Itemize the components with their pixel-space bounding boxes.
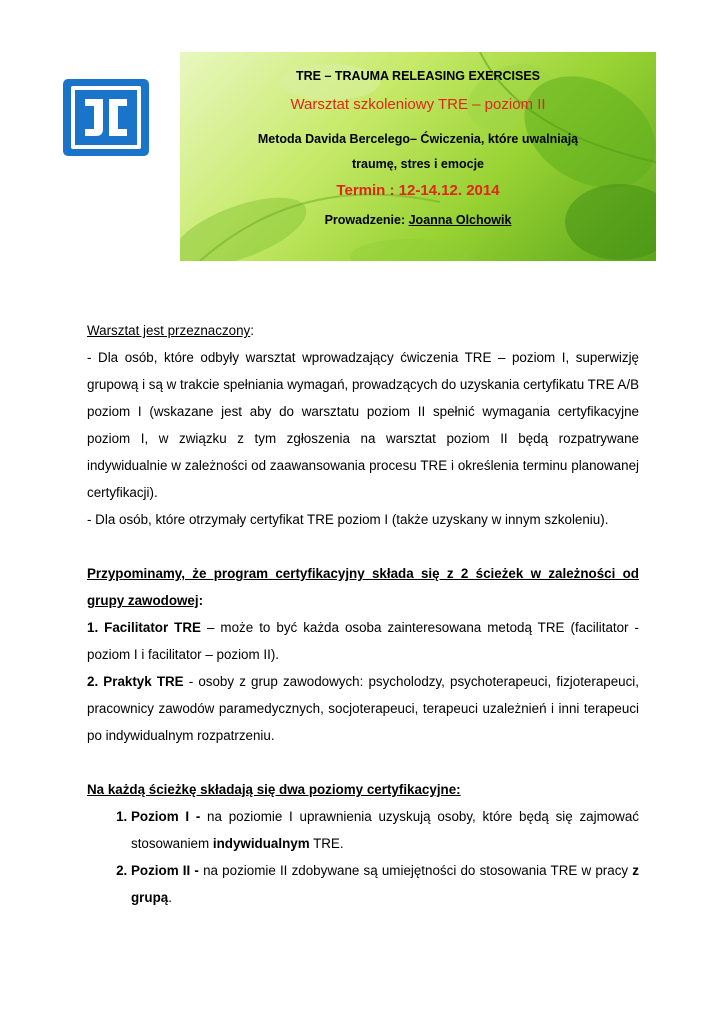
section1-heading-line (87, 317, 639, 344)
jc-logo-icon (63, 79, 149, 156)
item2-text: - osoby z grup zawodowych: psycholodzy, psychoterapeuci, fizjoterapeuci, pracownicy zawodów paramedycznych, socjoterapeuci, terapeuci uzależnień i inni terapeuci po indywidualnym rozpatrzeniu. (87, 674, 639, 743)
level1-text: na poziomie I uprawnienia uzyskują osoby, które będą się zajmować stosowaniem (131, 809, 639, 851)
list-item (131, 803, 639, 857)
level1-label: Poziom I - (131, 809, 201, 824)
level1-text-after: TRE. (309, 836, 344, 851)
banner-date: Termin : 12-14.12. 2014 (336, 182, 500, 199)
section2-heading-suffix: : (198, 593, 204, 608)
section3-heading-line (87, 776, 639, 803)
section2-heading: Przypominamy, że program certyfikacyjny składa się z 2 ścieżek w zależności od grupy zawodowej (87, 566, 639, 608)
section1-heading-suffix: : (250, 323, 254, 338)
section2-item2 (87, 668, 639, 749)
section1-para1: - Dla osób, które odbyły warsztat wprowadzający ćwiczenia TRE – poziom I, superwizję grupową i są w trakcie spełniania wymagań, prowadzących do uzyskania certyfikatu TRE A/B poziom I (wskazane jest aby do warsztatu poziom II spełnić wymagania certyfikacyjne poziom I, w związku z tym zgłoszenia na warsztat poziom II będą rozpatrywane indywidualnie w zależności od zaawansowania procesu TRE i określenia terminu planowanej certyfikacji). (87, 350, 640, 500)
document-body (87, 317, 639, 911)
list-item (131, 857, 639, 911)
level1-bold: indywidualnym (212, 836, 310, 851)
instructor-name: Joanna Olchowik (408, 213, 512, 227)
header-banner (180, 52, 656, 261)
instructor-label: Prowadzenie: (324, 213, 409, 227)
level2-bold: z grupą (131, 863, 639, 905)
section1-para2: - Dla osób, które otrzymały certyfikat TRE poziom I (także uzyskany w innym szkoleniu). (87, 512, 609, 527)
banner-title: TRE – TRAUMA RELEASING EXERCISES (295, 69, 540, 83)
section3-heading: Na każdą ścieżkę składają się dwa poziomy certyfikacyjne: (87, 782, 461, 797)
item1-text: – może to być każda osoba zainteresowana metodą TRE (facilitator - poziom I i facilitator – poziom II). (87, 620, 639, 662)
banner-instructor (180, 213, 656, 227)
section2-heading-line (87, 560, 639, 614)
level2-label: Poziom II - (131, 863, 199, 878)
item1-label: 1. Facilitator TRE (87, 620, 201, 635)
level2-text: na poziomie II zdobywane są umiejętności do stosowania TRE w pracy (198, 863, 633, 878)
level2-text-after: . (168, 890, 172, 905)
section2-item1 (87, 614, 639, 668)
item2-label: 2. Praktyk TRE (87, 674, 184, 689)
certification-levels-list (87, 803, 639, 911)
section1-heading: Warsztat jest przeznaczony (87, 323, 251, 338)
banner-method-line-2: traumę, stres i emocje (351, 157, 484, 171)
banner-workshop-title: Warsztat szkoleniowy TRE – poziom II (290, 96, 546, 113)
banner-method-line: Metoda Davida Bercelego– Ćwiczenia, które uwalniają (257, 132, 579, 146)
